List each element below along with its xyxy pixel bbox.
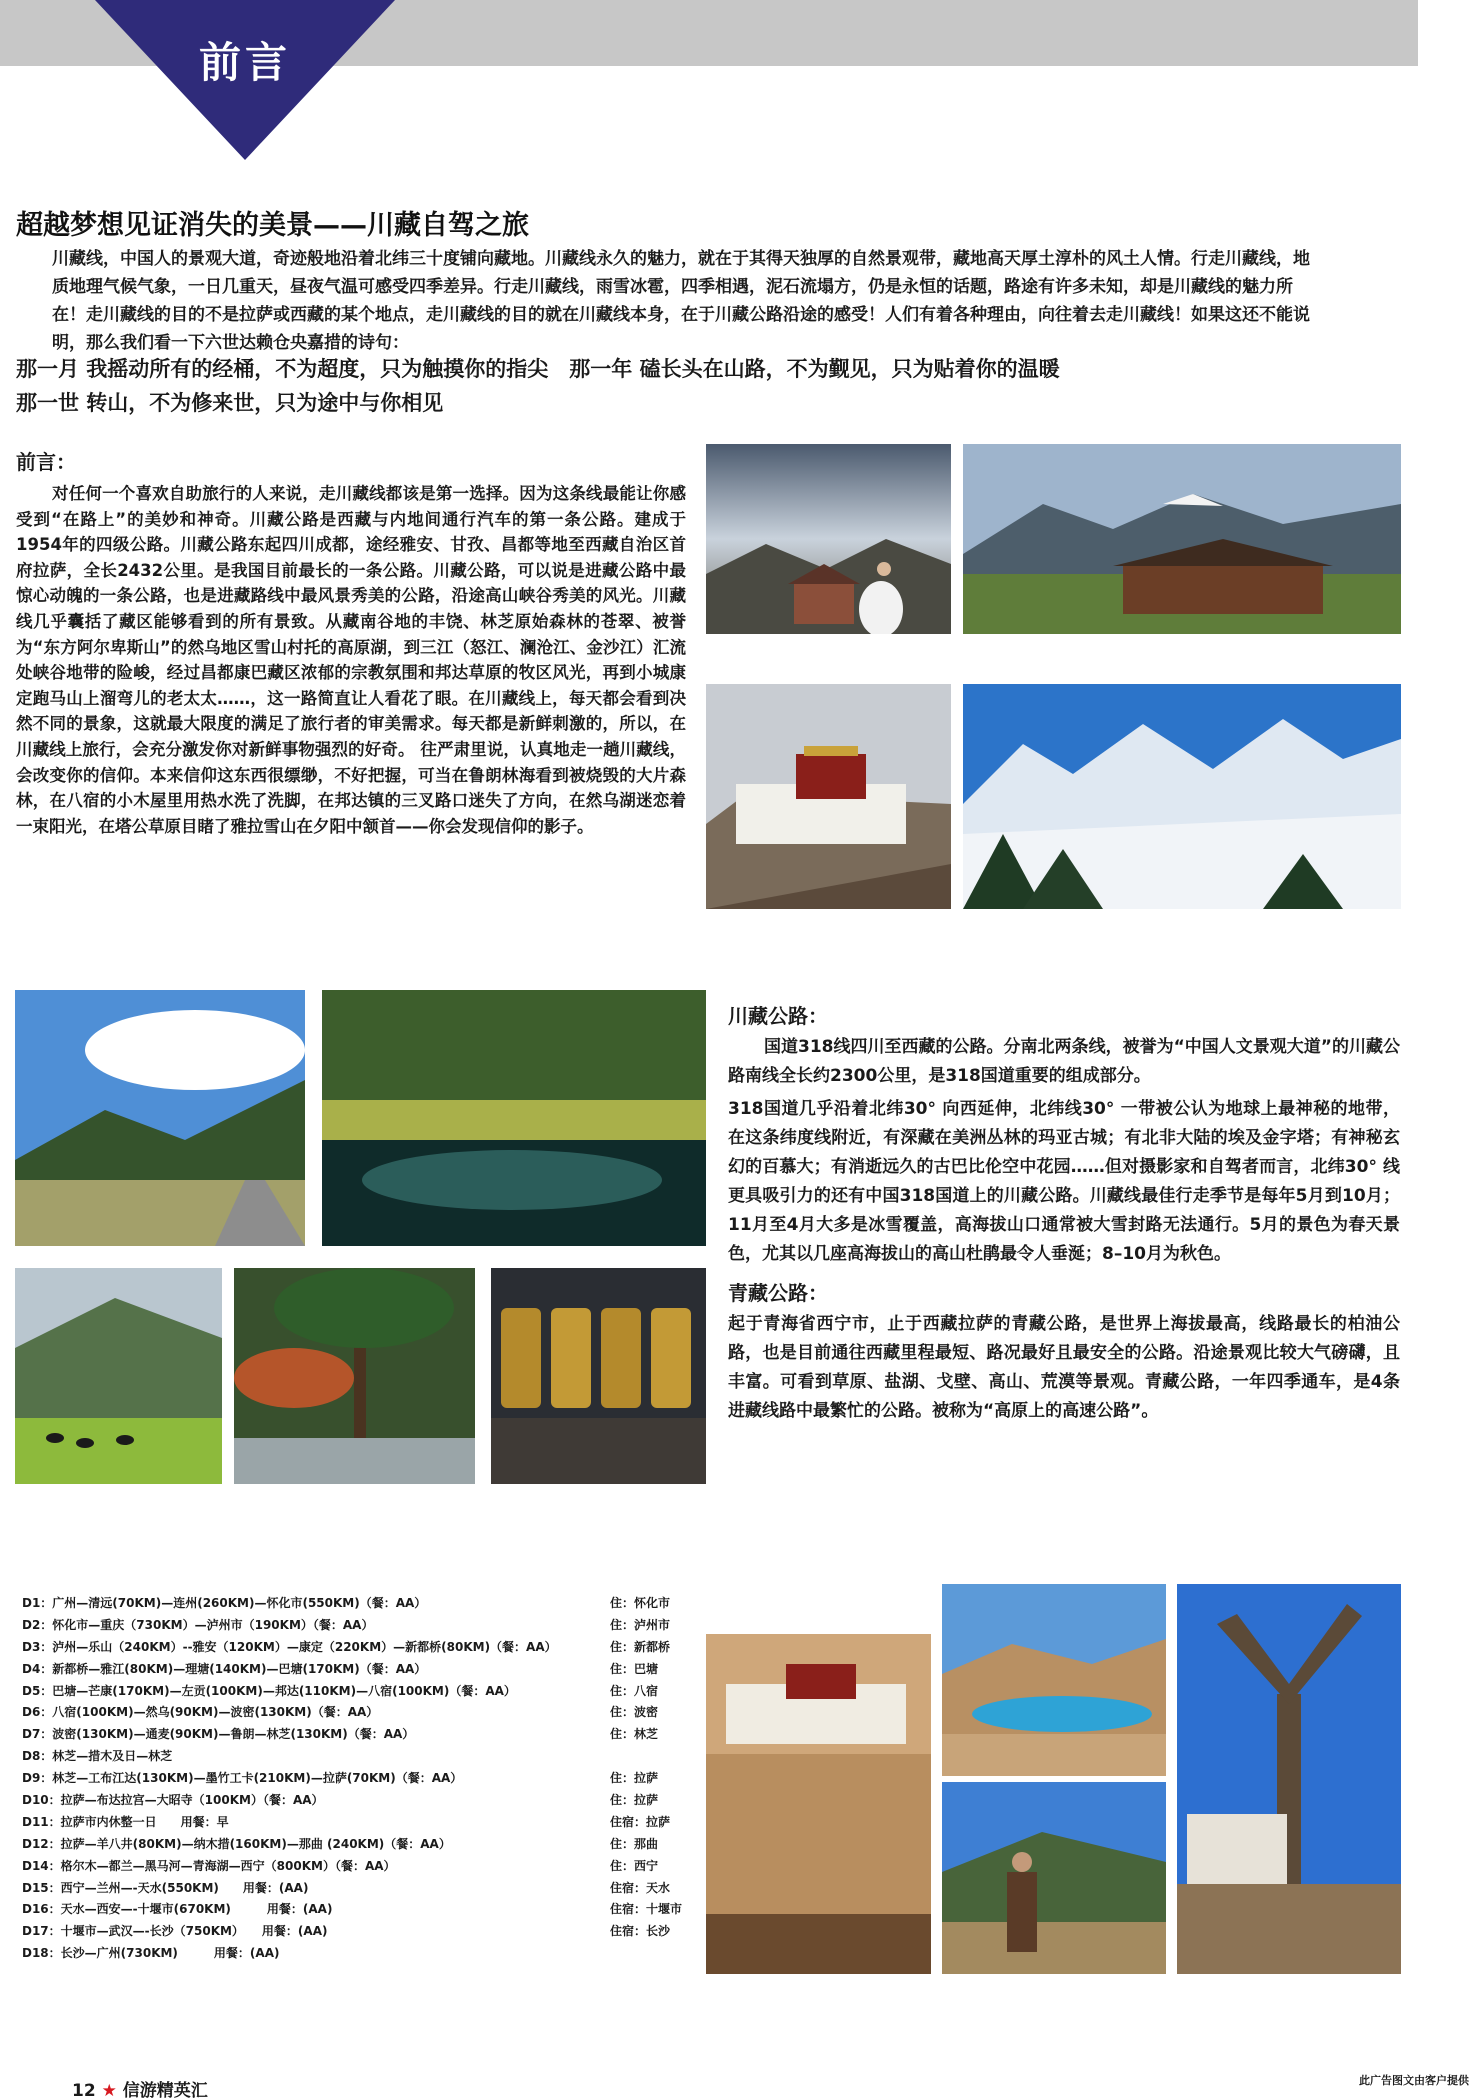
itinerary-stay: 住宿：天水 [610, 1880, 671, 1895]
intro-text: 川藏线，中国人的景观大道，奇迹般地沿着北纬三十度铺向藏地。川藏线永久的魅力，就在于其得天独厚的自然景观带，藏地高天厚土淳朴的风土人情。行走川藏线，地质地理气候气象，一日几重天，昼夜气温可感受四季差异。行走川藏线，雨雪冰雹，四季相遇，泥石流塌方，仍是永恒的话题，路途有许多未知，却是川藏线的魅力所在！走川藏线的目的不是拉萨或西藏的某个地点，走川藏线的目的就在川藏线本身，在于川藏公路沿途的感受！人们有着各种理由，向往着去走川藏线！如果这还不能说明，那么我们看一下六世达赖仓央嘉措的诗句： [52, 249, 1310, 353]
photo-forest-lake [322, 990, 706, 1246]
itinerary-stay: 住：怀化市 [610, 1596, 671, 1610]
itinerary-day: D10：拉萨—布达拉宫—大昭寺（100KM）（餐：AA） [22, 1793, 324, 1808]
itinerary-day: D2：怀化市—重庆（730KM）—泸州市（190KM）（餐：AA） [22, 1617, 374, 1632]
poem-line-2: 那一世 转山，不为修来世，只为途中与你相见 [16, 391, 444, 415]
itinerary-row [22, 1637, 682, 1659]
itinerary-day: D8：林芝—措木及日—林芝 [22, 1749, 173, 1764]
qinghai-tibet-title: 青藏公路： [728, 1281, 828, 1305]
itinerary-row [22, 1812, 682, 1834]
photo-prayer-wheels [491, 1268, 706, 1484]
itinerary-stay: 住：林芝 [610, 1727, 659, 1742]
star-icon: ★ [101, 2081, 117, 2098]
preface-text: 对任何一个喜欢自助旅行的人来说，走川藏线都该是第一选择。因为这条线最能让你感受到“在路上”的美妙和神奇。川藏公路是西藏与内地间通行汽车的第一条公路。建成于1954年的四级公路。川藏公路东起四川成都，途经雅安、甘孜、昌都等地至西藏自治区首府拉萨，全长2432公里。是我国目前最长的一条公路。川藏公路，可以说是进藏公路中最惊心动魄的一条公路，也是进藏路线中最风景秀美的公路，沿途高山峡谷秀美的风光。川藏线几乎囊括了藏区能够看到的所有景致。从藏南谷地的丰饶、林芝原始森林的苍翠、被誉为“东方阿尔卑斯山”的然乌地区雪山村托的高原湖，到三江（怒江、澜沧江、金沙江）汇流处峡谷地带的险峻，经过昌都康巴藏区浓郁的宗教氛围和邦达草原的牧区风光，再到小城康定跑马山上溜弯儿的老太太……，这一路简直让人看花了眼。在川藏线上，每天都会看到决然不同的景象，这就最大限度的满足了旅行者的审美需求。每天都是新鲜刺激的，所以，在川藏线上旅行，会充分激发你对新鲜事物强烈的好奇。 往严肃里说，认真地走一趟川藏线，会改变你的信仰。本来信仰这东西很缥缈，不好把握，可当在鲁朗林海看到被烧毁的大片森林，在八宿的小木屋里用热水洗了洗脚，在邦达镇的三叉路口迷失了方向，在然乌湖迷恋着一束阳光，在塔公草原目睹了雅拉雪山在夕阳中颔首——你会发现信仰的影子。 [16, 484, 686, 836]
preface-section [16, 446, 686, 839]
photo-mountain-road [15, 990, 305, 1246]
itinerary-row [22, 1790, 682, 1812]
itinerary-row [22, 1615, 682, 1637]
brand-name: 信游精英汇 [122, 2081, 208, 2098]
itinerary-stay: 住：泸州市 [610, 1617, 671, 1632]
itinerary-day: D9：林芝—工布江达(130KM)—墨竹工卡(210KM)—拉萨(70KM)（餐：AA） [22, 1771, 463, 1786]
photo-villager [942, 1782, 1166, 1974]
itinerary-row [22, 1593, 682, 1615]
photo-bride-mountain [706, 444, 951, 634]
photo-lhasa-city [706, 1634, 931, 1974]
itinerary-row [22, 1768, 682, 1790]
itinerary-stay: 住：拉萨 [610, 1771, 659, 1786]
qinghai-tibet-text: 起于青海省西宁市，止于西藏拉萨的青藏公路，是世界上海拔最高，线路最长的柏油公路，也是目前通往西藏里程最短、路况最好且最安全的公路。沿途景观比较大气磅礴，且丰富。可看到草原、盐湖、戈壁、高山、荒漠等景观。青藏公路，一年四季通车，是4条进藏线路中最繁忙的公路。被称为“高原上的高速公路”。 [728, 1314, 1400, 1421]
itinerary-stay: 住宿：十堰市 [610, 1902, 683, 1917]
sichuan-tibet-p1: 国道318线四川至西藏的公路。分南北两条线，被誉为“中国人文景观大道”的川藏公路南线全长约2300公里，是318国道重要的组成部分。 [728, 1037, 1400, 1086]
itinerary-row [22, 1659, 682, 1681]
itinerary-day: D5：巴塘—芒康(170KM)—左贡(100KM)—邦达(110KM)—八宿(100KM)（餐：AA） [22, 1683, 516, 1698]
itinerary-stay: 住：巴塘 [610, 1661, 659, 1676]
headline: 超越梦想见证消失的美景——川藏自驾之旅 [16, 210, 529, 241]
photo-log-cabin [963, 444, 1401, 634]
itinerary-row [22, 1834, 682, 1856]
photo-potala-palace [706, 684, 951, 909]
itinerary-day: D4：新都桥—雅江(80KM)—理塘(140KM)—巴塘(170KM)（餐：AA） [22, 1661, 427, 1676]
itinerary-day: D16：天水—西安—-十堰市(670KM) 用餐：(AA) [22, 1902, 333, 1917]
poem [16, 352, 1316, 420]
itinerary-stay: 住：拉萨 [610, 1793, 659, 1808]
itinerary-day: D6：八宿(100KM)—然乌(90KM)—波密(130KM)（餐：AA） [22, 1705, 379, 1720]
itinerary-row [22, 1856, 682, 1878]
itinerary-row [22, 1878, 682, 1900]
photo-stream-tree [234, 1268, 475, 1484]
itinerary-stay: 住：新都桥 [610, 1639, 671, 1654]
itinerary-day: D11：拉萨市内休整一日 用餐：早 [22, 1814, 229, 1829]
itinerary-row [22, 1921, 682, 1943]
itinerary-row [22, 1943, 682, 1965]
footer-note: 此广告图文由客户提供 [1359, 2074, 1469, 2087]
itinerary-stay: 住：八宿 [610, 1683, 659, 1698]
itinerary-row [22, 1702, 682, 1724]
sichuan-tibet-title: 川藏公路： [728, 1004, 828, 1028]
itinerary-day: D14：格尔木—都兰—黑马河—青海湖—西宁（800KM）（餐：AA） [22, 1858, 396, 1873]
itinerary-day: D17：十堰市—武汉—-长沙（750KM） 用餐：(AA) [22, 1924, 328, 1939]
header-title: 前言 [198, 38, 291, 87]
itinerary-row [22, 1724, 682, 1746]
photo-lake-shore [942, 1584, 1166, 1776]
intro-paragraph [16, 245, 1316, 357]
itinerary-stay: 住：波密 [610, 1705, 659, 1720]
itinerary-stay: 住：西宁 [610, 1858, 659, 1873]
itinerary-row [22, 1746, 682, 1768]
footer-page [72, 2076, 208, 2098]
itinerary-day: D7：波密(130KM)—通麦(90KM)—鲁朗—林芝(130KM)（餐：AA） [22, 1727, 415, 1742]
itinerary-day: D12：拉萨—羊八井(80KM)—纳木措(160KM)—那曲 (240KM)（餐：AA） [22, 1836, 451, 1851]
photo-yak-meadow [15, 1268, 222, 1484]
itinerary-stay: 住：那曲 [610, 1836, 659, 1851]
preface-title: 前言： [16, 450, 76, 474]
itinerary-day: D1：广州—清远(70KM)—连州(260KM)—怀化市(550KM)（餐：AA） [22, 1596, 427, 1610]
itinerary-day: D18：长沙—广州(730KM) 用餐：(AA) [22, 1946, 280, 1961]
itinerary-stay: 住宿：长沙 [610, 1924, 671, 1939]
sichuan-tibet-p2: 318国道几乎沿着北纬30° 向西延伸，北纬线30° 一带被公认为地球上最神秘的地带，在这条纬度线附近，有深藏在美洲丛林的玛亚古城；有北非大陆的埃及金字塔；有神秘玄幻的百慕大；有消逝远久的古巴比伦空中花园……但对摄影家和自驾者而言，北纬30° 线更具吸引力的还有中国318国道上的川藏公路。川藏线最佳行走季节是每年5月到10月； 11月至4月大多是冰雪覆盖，高海拔山口通常被大雪封路无法通行。5月的景色为春天景色，尤其以几座高海拔山的高山杜鹃最令人垂涎；8–10月为秋色。 [728, 1099, 1400, 1264]
itinerary-row [22, 1899, 682, 1921]
photo-snow-mountains [963, 684, 1401, 909]
itinerary-day: D15：西宁—兰州—-天水(550KM) 用餐：(AA) [22, 1880, 309, 1895]
poem-line-1: 那一月 我摇动所有的经桶，不为超度，只为触摸你的指尖 那一年 磕长头在山路，不为觐见，只为贴着你的温暖 [16, 357, 1060, 381]
itinerary-day: D3：泸州—乐山（240KM）--雅安（120KM）—康定（220KM）—新都桥(80KM)（餐：AA） [22, 1639, 557, 1654]
page-number: 12 [72, 2081, 96, 2098]
itinerary-stay: 住宿：拉萨 [610, 1814, 671, 1829]
itinerary-list [22, 1593, 682, 1965]
photo-old-tree [1177, 1584, 1401, 1974]
route-section [728, 992, 1400, 1426]
itinerary-row [22, 1681, 682, 1703]
